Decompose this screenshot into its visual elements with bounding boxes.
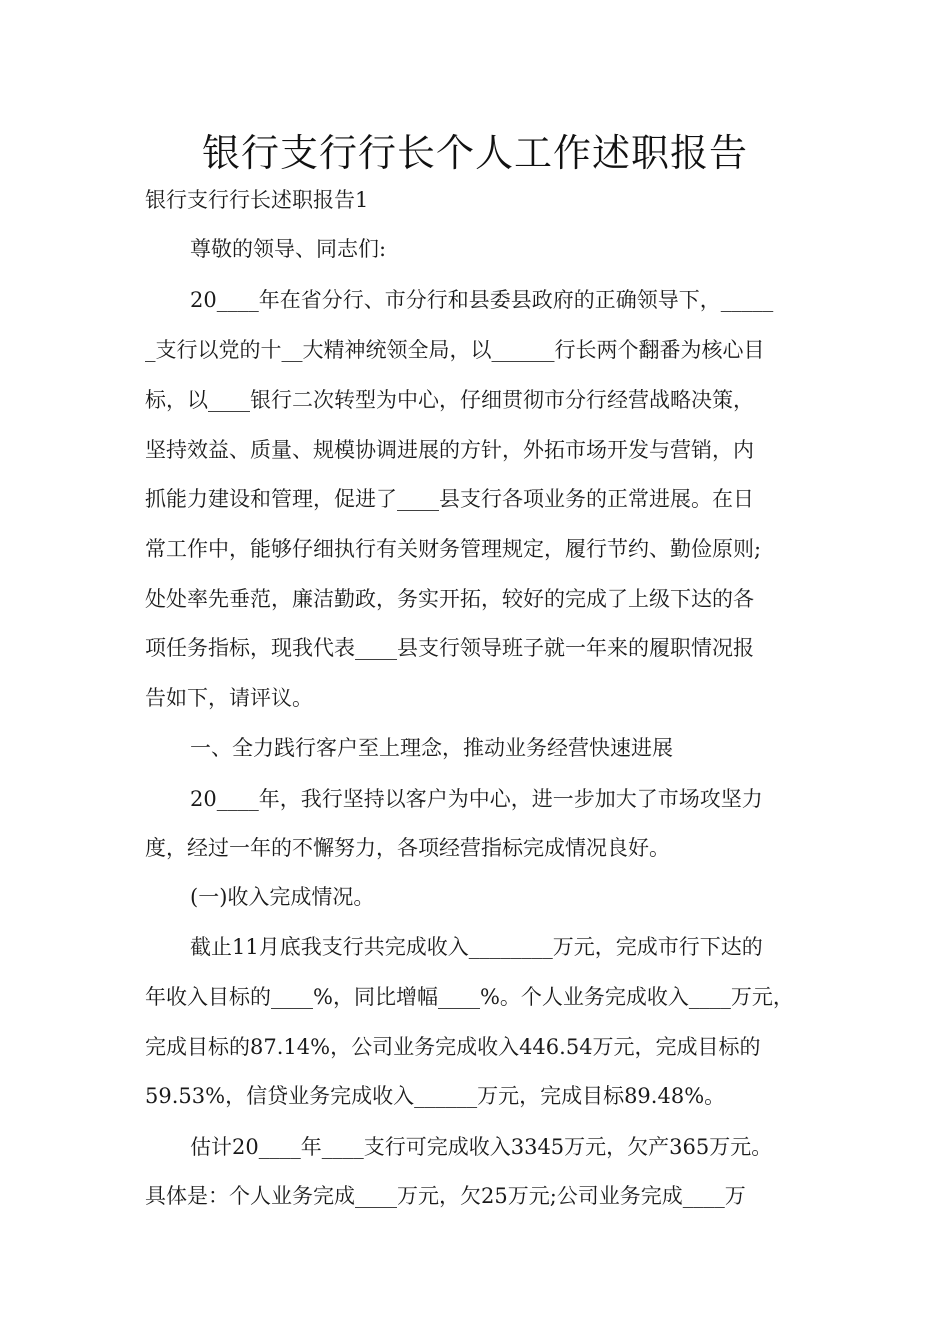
- text-line: 处处率先垂范，廉洁勤政，务实开拓，较好的完成了上级下达的各: [145, 587, 754, 611]
- text-line: 项任务指标，现我代表____县支行领导班子就一年来的履职情况报: [145, 636, 754, 660]
- section-heading: 一、全力践行客户至上理念，推动业务经营快速进展: [190, 736, 673, 760]
- text-line: 坚持效益、质量、规模协调进展的方针，外拓市场开发与营销，内: [145, 438, 754, 462]
- text-line: 具体是：个人业务完成____万元，欠25万元;公司业务完成____万: [145, 1184, 746, 1208]
- document-title: 银行支行行长个人工作述职报告: [201, 131, 748, 175]
- text-line: 抓能力建设和管理，促进了____县支行各项业务的正常进展。在日: [145, 487, 754, 511]
- text-line: 年收入目标的____%，同比增幅____%。个人业务完成收入____万元，: [145, 985, 794, 1009]
- salutation: 尊敬的领导、同志们:: [190, 237, 387, 261]
- text-line: 度，经过一年的不懈努力，各项经营指标完成情况良好。: [145, 836, 670, 860]
- text-line: 标，以____银行二次转型为中心，仔细贯彻市分行经营战略决策，: [145, 388, 754, 412]
- text-line: 20____年在省分行、市分行和县委县政府的正确领导下，_____: [190, 288, 774, 312]
- text-line: 20____年，我行坚持以客户为中心，进一步加大了市场攻坚力: [190, 787, 763, 811]
- report-subtitle: 银行支行行长述职报告1: [145, 188, 369, 212]
- subsection-heading: (一)收入完成情况。: [190, 885, 375, 909]
- text-line: 完成目标的87.14%，公司业务完成收入446.54万元，完成目标的: [145, 1035, 761, 1059]
- text-line: 截止11月底我支行共完成收入________万元，完成市行下达的: [190, 935, 763, 959]
- text-line: _支行以党的十__大精神统领全局，以______行长两个翻番为核心目: [145, 338, 765, 362]
- text-line: 59.53%，信贷业务完成收入______万元，完成目标89.48%。: [145, 1084, 726, 1108]
- text-line: 告如下，请评议。: [145, 686, 313, 710]
- text-line: 常工作中，能够仔细执行有关财务管理规定，履行节约、勤俭原则;: [145, 537, 762, 561]
- text-line: 估计20____年____支行可完成收入3345万元，欠产365万元。: [190, 1135, 773, 1159]
